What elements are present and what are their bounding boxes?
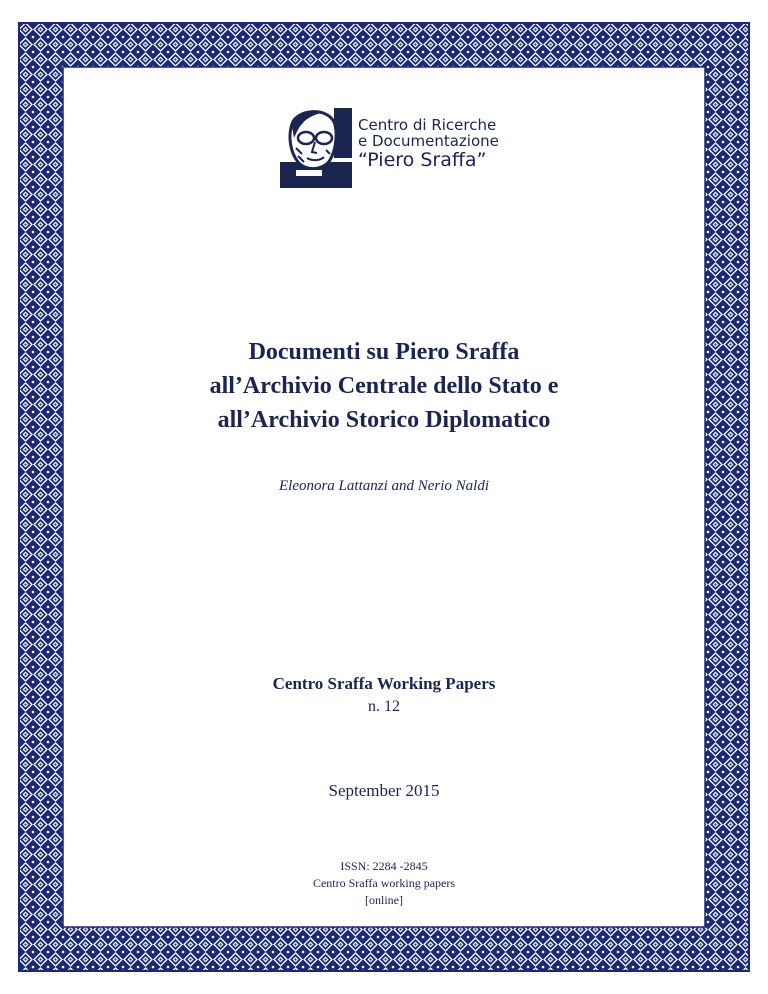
title-line-3: all’Archivio Storico Diplomatico (217, 407, 551, 433)
issn-line-1: ISSN: 2284 -2845 (340, 859, 428, 873)
document-title (64, 335, 704, 437)
series-number: n. 12 (368, 698, 400, 715)
cover-content (64, 68, 704, 926)
authors: Eleonora Lattanzi and Nerio Naldi (278, 478, 489, 494)
issn-line-2: Centro Sraffa working papers (312, 876, 456, 890)
title-line-2: all’Archivio Centrale dello Stato e (209, 373, 559, 399)
logo-line-3: “Piero Sraffa” (358, 148, 487, 171)
logo-line-2: e Documentazione (358, 131, 499, 150)
title-line-1: Documenti su Piero Sraffa (248, 339, 520, 365)
series-name: Centro Sraffa Working Papers (272, 674, 496, 693)
portrait-icon (274, 104, 358, 190)
logo-line-1: Centro di Ricerche (358, 116, 497, 134)
centro-sraffa-logo (274, 104, 514, 190)
issn-block (64, 858, 704, 909)
issn-line-3: [online] (365, 893, 403, 907)
logo-text (358, 118, 518, 170)
publication-date: September 2015 (328, 781, 440, 800)
